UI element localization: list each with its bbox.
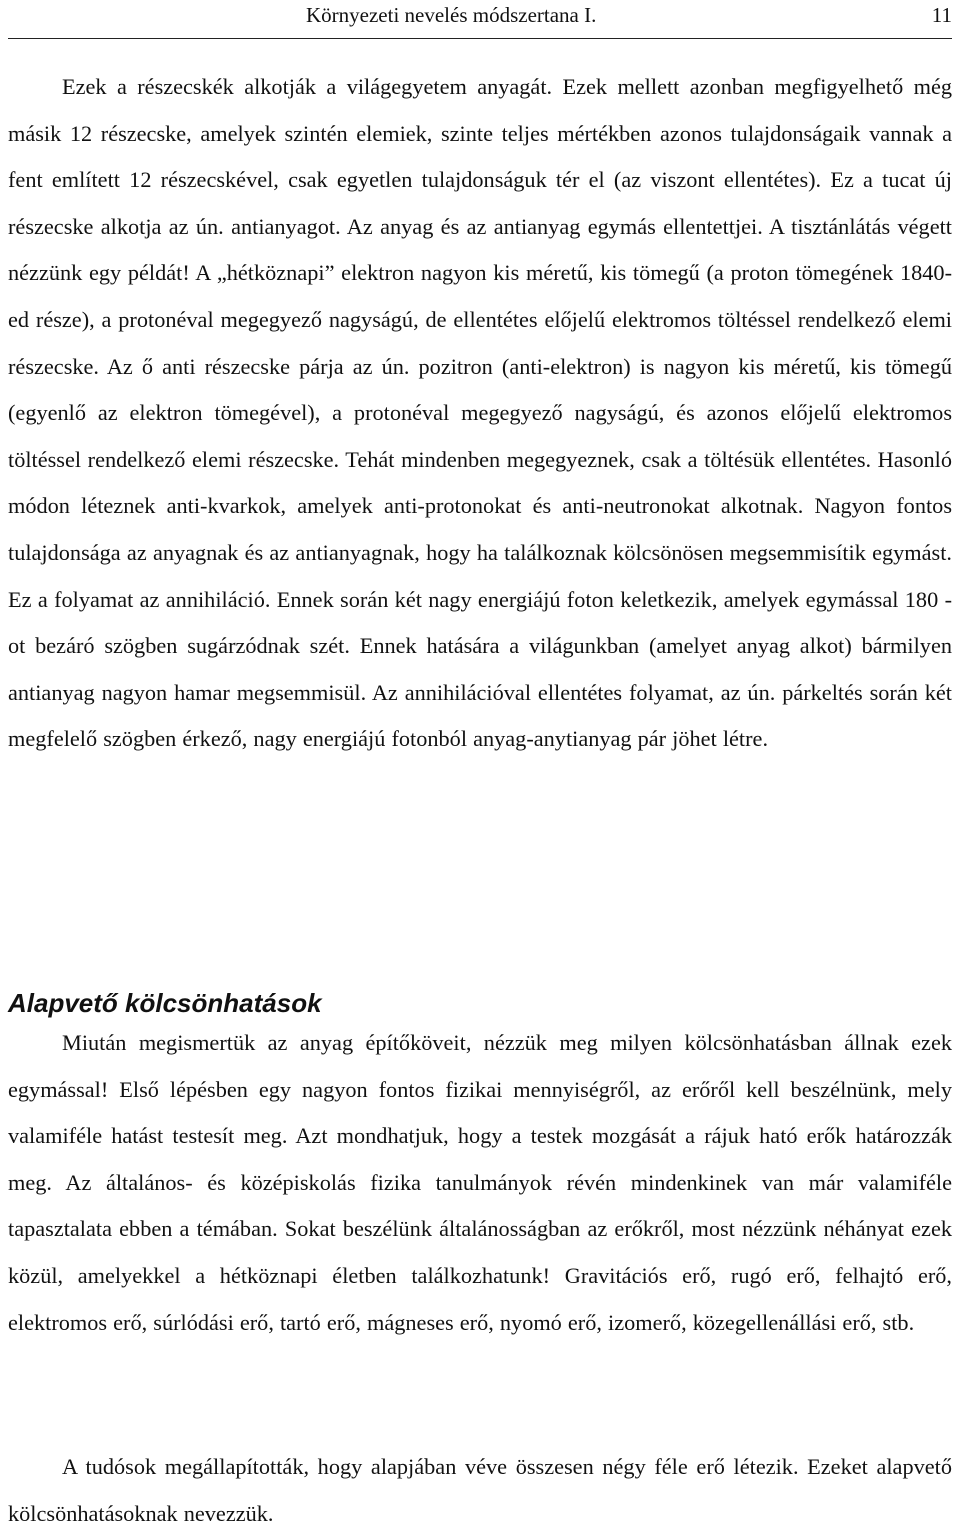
running-header [8,0,952,39]
paragraph-forces: Miután megismertük az anyag építőköveit, nézzük meg milyen kölcsönhatásban állnak ezek egymással! Első lépésben egy nagyon fontos fizikai mennyiségről, az erőről kell beszélnünk, mely valamiféle hatást testesít meg. Azt mondhatjuk, hogy a testek mozgását a rájuk ható erők határozzák meg. Az általános- és középiskolás fizika tanulmányok révén mindenkinek van már valamiféle tapasztalata ebben a témában. Sokat beszélünk általánosságban az erőkről, most nézzünk néhányat ezek közül, amelyekkel a hétköznapi életben találkozhatunk! Gravitációs erő, rugó erő, felhajtó erő, elektromos erő, súrlódási erő, tartó erő, mágneses erő, nyomó erő, izomerő, közegellenállási erő, stb. [8,1030,952,1335]
section-heading: Alapvető kölcsönhatások [8,988,322,1018]
paragraph-fundamental-interactions: A tudósok megállapították, hogy alapjában véve összesen négy féle erő létezik. Ezeket alapvető kölcsönhatásoknak nevezzük. [8,1454,952,1526]
page-number: 11 [931,3,952,27]
header-title: Környezeti nevelés módszertana I. [306,3,597,27]
paragraph-antimatter: Ezek a részecskék alkotják a világegyetem anyagát. Ezek mellett azonban megfigyelhető még másik 12 részecske, amelyek szintén elemiek, szinte teljes mértékben azonos tulajdonságaik vannak a fent említett 12 részecskével, csak egyetlen tulajdonságuk tér el (az viszont ellentétes). Ez a tucat új részecske alkotja az ún. antianyagot. Az anyag és az antianyag egymás ellentettjei. A tisztánlátás végett nézzünk egy példát! A „hétköznapi” elektron nagyon kis méretű, kis tömegű (a proton tömegének 1840-ed része), a protonéval megegyező nagyságú, de ellentétes előjelű elektromos töltéssel rendelkező elemi részecske. Az ő anti részecske párja az ún. pozitron (anti-elektron) is nagyon kis méretű, kis tömegű (egyenlő az elektron tömegével), a protonéval megegyező nagyságú, és azonos előjelű elektromos töltéssel rendelkező elemi részecske. Tehát mindenben megegyeznek, csak a töltésük ellentétes. Hasonló módon léteznek anti-kvarkok, amelyek anti-protonokat és anti-neutronokat alkotnak. Nagyon fontos tulajdonsága az anyagnak és az antianyagnak, hogy ha találkoznak kölcsönösen megsemmisítik egymást. Ez a folyamat az annihiláció. Ennek során két nagy energiájú foton keletkezik, amelyek egymással 180 -ot bezáró szögben sugárzódnak szét. Ennek hatására a világunkban (amelyet anyag alkot) bármilyen antianyag nagyon hamar megsemmisül. Az annihilációval ellentétes folyamat, az ún. párkeltés során két megfelelő szögben érkező, nagy energiájú fotonból anyag-anytianyag pár jöhet létre. [8,74,952,752]
